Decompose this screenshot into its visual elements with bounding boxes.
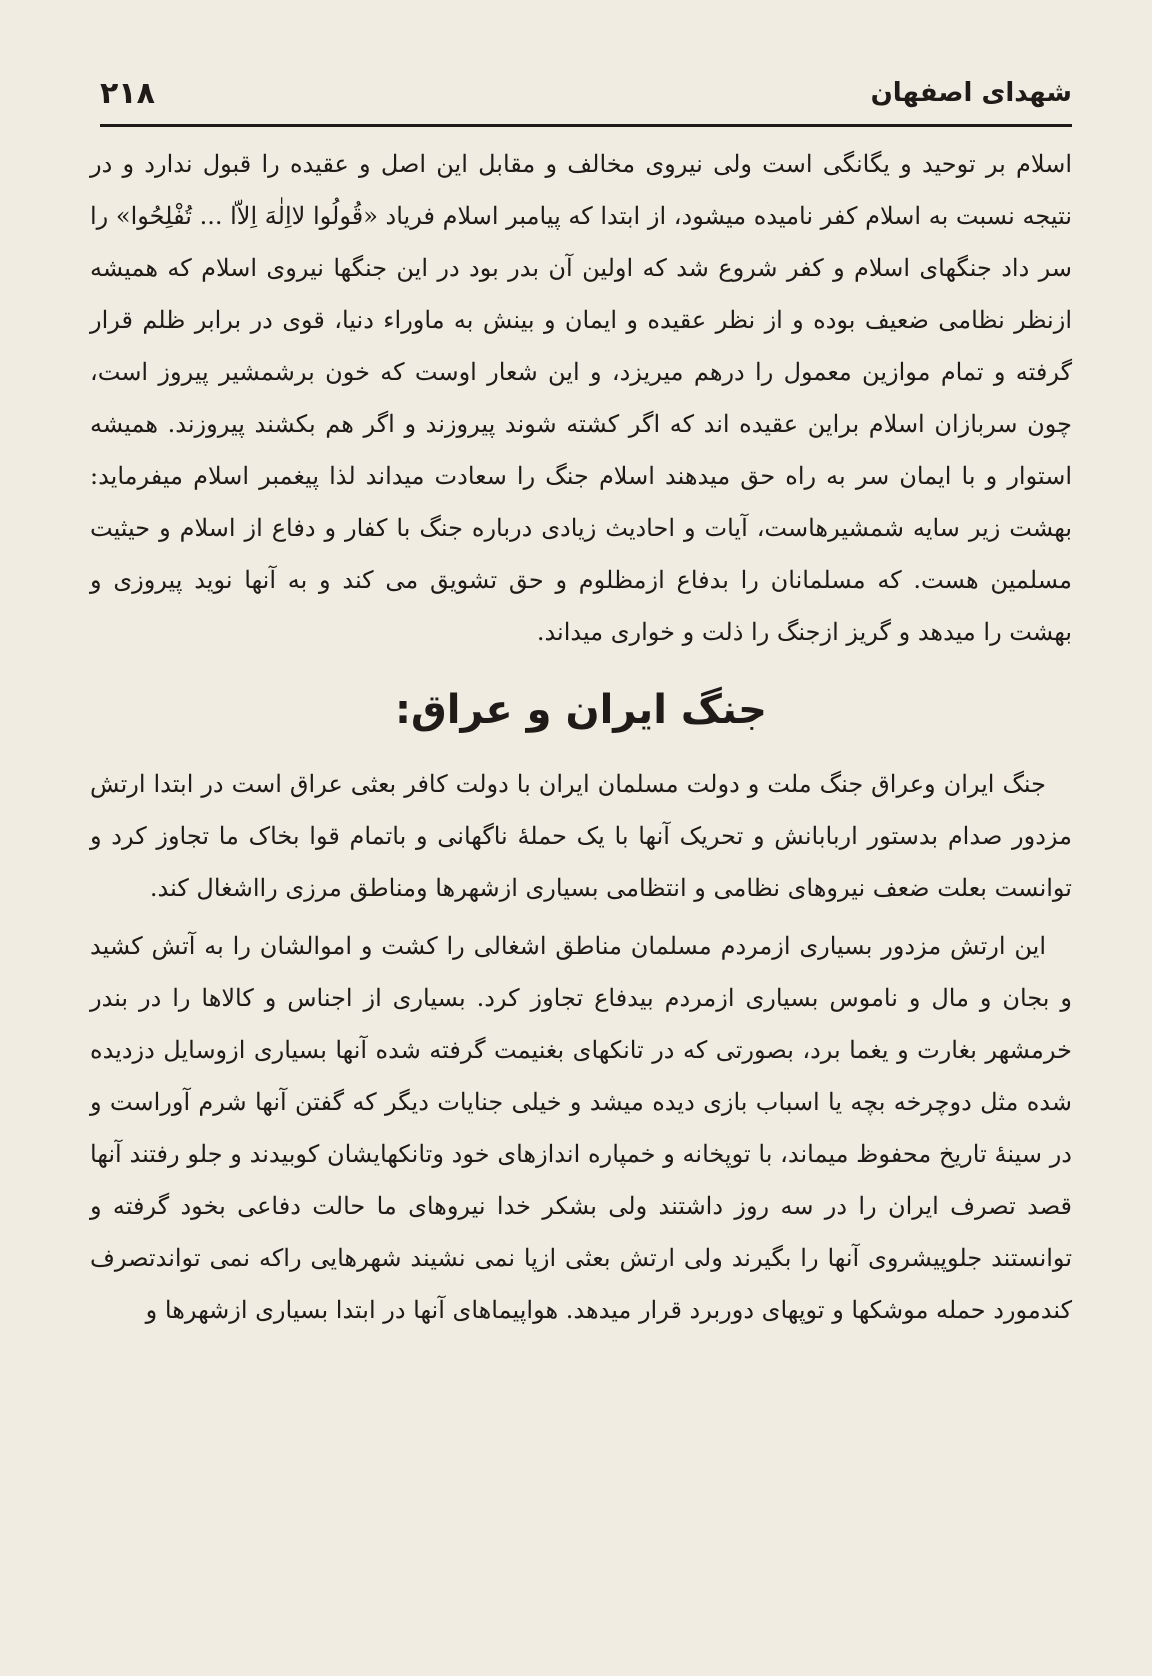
running-head: شهدای اصفهان <box>870 78 1072 108</box>
paragraph: اسلام بر توحید و یگانگی است ولی نیروی مخالف و مقابل این اصل و عقیده را قبول ندارد و در نتیجه نسبت به اسلام کفر نامیده میشود، از ابتدا که پیامبر اسلام فریاد «قُولُوا لااِلٰهَ اِلاّا ... تُفْلِحُوا» را سر داد جنگهای اسلام و کفر شروع شد که اولین آن بدر بود در این جنگها نیروی اسلام که همیشه ازنظر نظامی ضعیف بوده و از نظر عقیده و ایمان و بینش به ماوراء دنیا، قوی در برابر ظلم قرار گرفته و تمام موازین معمول را درهم میریزد، و این شعار اوست که خون برشمشیر پیروز است، چون سربازان اسلام براین عقیده اند که اگر کشته شوند پیروزند و اگر هم بکشند پیروزند. همیشه استوار و با ایمان سر به راه حق میدهند اسلام جنگ را سعادت میداند لذا پیغمبر اسلام میفرماید: بهشت زیر سایه شمشیرهاست، آیات و احادیث زیادی درباره جنگ با کفار و دفاع از اسلام و حیثیت مسلمین هست. که مسلمانان را بدفاع ازمظلوم و حق تشویق می کند و به آنها نوید پیروزی و بهشت را میدهد و گریز ازجنگ را ذلت و خواری میداند. <box>90 150 1073 646</box>
page-body <box>90 138 1072 1336</box>
paragraph: این ارتش مزدور بسیاری ازمردم مسلمان مناطق اشغالی را کشت و اموالشان را به آتش کشید و بجان و مال و ناموس بسیاری ازمردم بیدفاع تجاوز کرد. بسیاری از اجناس و کالاها را در بندر خرمشهر بغارت و یغما برد، بصورتی که در تانکهای بغنیمت گرفته شده آنها بسیاری ازوسایل دزدیده شده مثل دوچرخه بچه یا اسباب بازی دیده میشد و خیلی جنایات دیگر که گفتن آنها شرم آوراست و در سینۀ تاریخ محفوظ میماند، با توپخانه و خمپاره اندازهای خود وتانکهایشان کوبیدند و جلو رفتند آنها قصد تصرف ایران را در سه روز داشتند ولی بشکر خدا نیروهای ما حالت دفاعی بخود گرفته و توانستند جلوپیشروی آنها را بگیرند ولی ارتش بعثی ازپا نمی نشیند شهرهایی راکه نمی تواندتصرف کندمورد حمله موشکها و توپهای دوربرد قرار میدهد. هواپیماهای آنها در ابتدا بسیاری ازشهرها و <box>90 932 1072 1324</box>
paragraph: جنگ ایران وعراق جنگ ملت و دولت مسلمان ایران با دولت کافر بعثی عراق است در ابتدا ارتش مزدور صدام بدستور اربابانش و تحریک آنها با یک حملۀ ناگهانی و باتمام قوا بخاک ما تجاوز کرد و توانست بعلت ضعف نیروهای نظامی و انتظامی بسیاری ازشهرها ومناطق مرزی رااشغال کند. <box>90 770 1072 902</box>
page-header <box>100 70 1072 122</box>
header-rule <box>100 124 1072 127</box>
page-number: ۲۱۸ <box>100 76 155 111</box>
section-heading: جنگ ایران و عراق: <box>395 687 767 733</box>
